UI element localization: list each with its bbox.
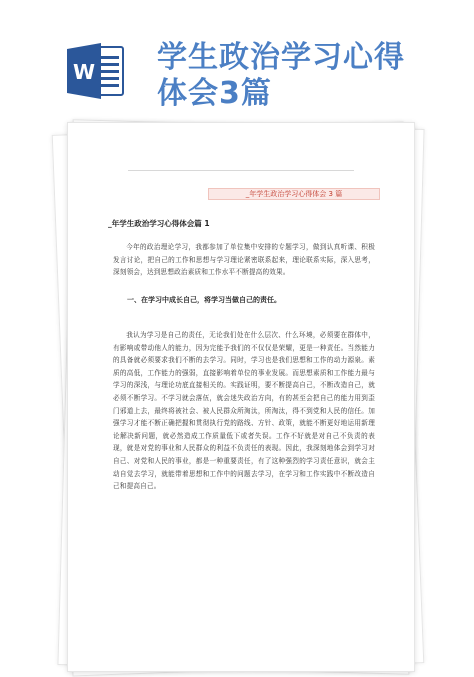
- document-heading: _年学生政治学习心得体会 3 篇: [208, 188, 380, 200]
- section-title: _年学生政治学习心得体会篇 1: [108, 219, 210, 228]
- page-title-line-1: 学生政治学习心得: [157, 40, 405, 75]
- banner-header: [0, 0, 474, 118]
- word-icon-letter: W: [72, 60, 96, 84]
- front-page: [67, 122, 415, 672]
- document-preview[interactable]: [62, 118, 417, 670]
- subheading: 一、在学习中成长自己，将学习当做自己的责任。: [127, 296, 281, 304]
- body-paragraph: 今年的政治理论学习，我都参加了单位集中安排的专题学习，做到认真听课、积极发言讨论，把自己的工作和思想与学习理论紧密联系起来，理论联系实际，深入思考，深刻领会，达到思想政治素质和工作水平不断提高的效果。: [113, 243, 375, 277]
- header-rule: [128, 170, 354, 171]
- word-icon: [65, 40, 127, 102]
- body-paragraph: 我认为学习是自己的责任，无论我们处在什么层次、什么环境，必须要在群体中，有影响或带动他人的能力，因为完能予我们的不仅仅是荣耀，更是一种责任。当然能力的具备就必须要求我们不断的去学习。同时，学习也是我们思想和工作的动力源泉。素质的高低，工作能力的强弱，直接影响着单位的事业发展。而思想素质和工作能力最与学习的深浅，与理论功底直接相关的。实践证明，要不断提高自己，不断改造自己，就必须不断学习。不学习就会落伍，就会迷失政治方向，有的甚至会把自己的能力用到歪门邪道上去，最终将被社会、被人民群众所淘汰，所淘汰，得不到党和人民的信任。加强学习才能不断正确把握和贯彻执行党的路线、方针、政策，就能不断更好地运用新理论解决新问题，就必然造成工作质量低下或者失误。工作不好就是对自己不负责的表现，就是对党的事业和人民群众的利益不负责任的表现。因此，我深刻地体会到学习对自己、对党和人民的事业，都是一种重要责任，有了这种强烈的学习责任意识，就会主动自觉去学习，就能带着思想和工作中的问题去学习，在学习和工作实践中不断改造自己和提高自己。: [113, 331, 375, 491]
- page-title-line-2: 体会3篇: [157, 76, 272, 111]
